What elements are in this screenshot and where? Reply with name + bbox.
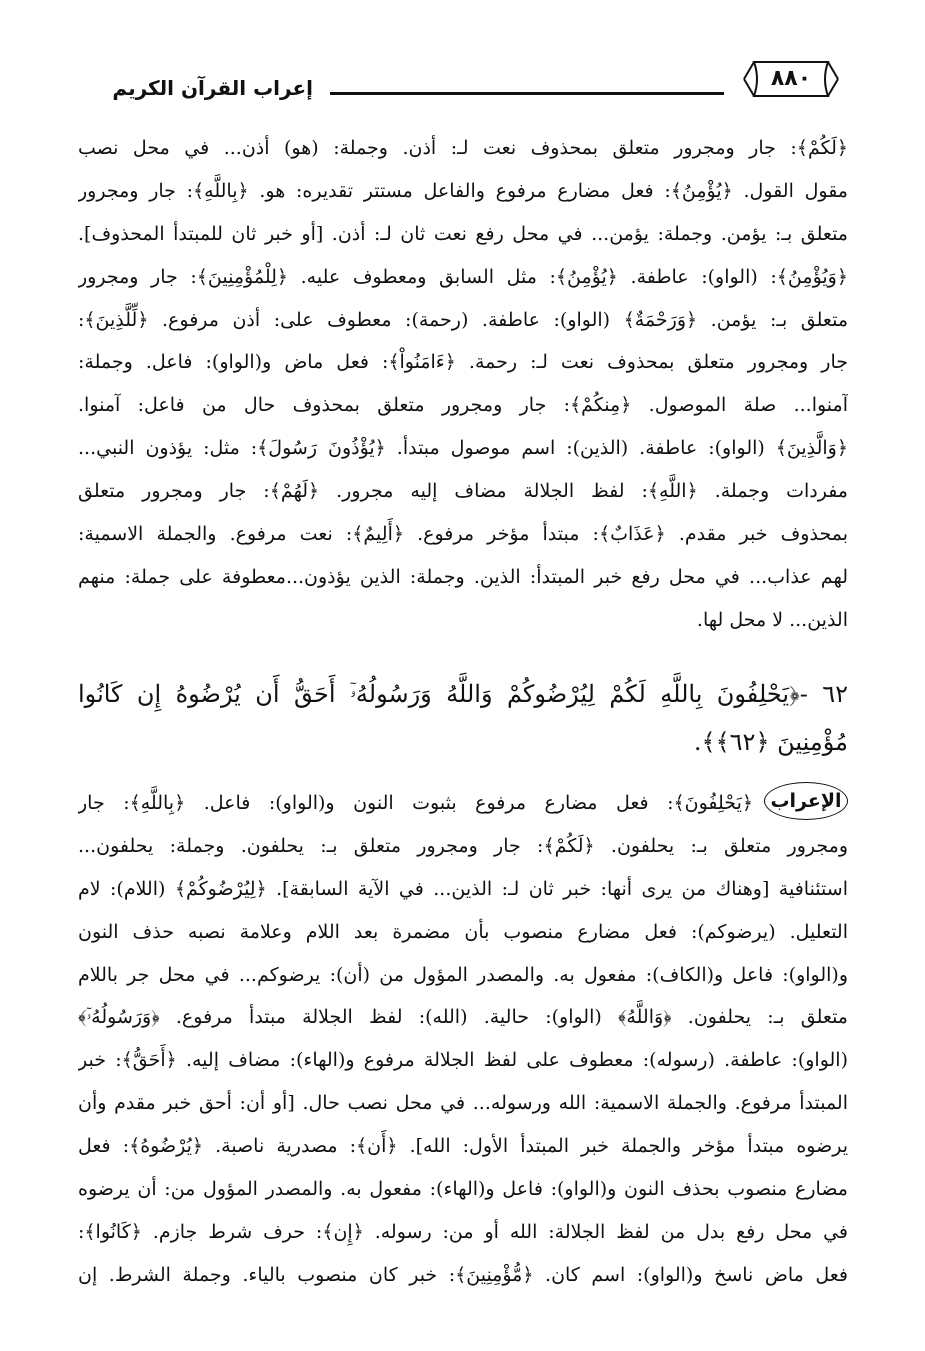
commentary-bottom <box>78 782 848 1297</box>
verse-line: مُؤْمِنِينَ ﴿٦٢﴾﴾. <box>693 728 848 756</box>
page-number-frame <box>742 58 840 100</box>
text-line: فعل ماض ناسخ و(الواو): اسم كان. ﴿مُّؤْمِنِينَ﴾: خبر كان منصوب بالياء. وجملة الشرط. إن <box>78 1263 848 1286</box>
verse-line: ٦٢ -﴿يَحْلِفُونَ بِاللَّهِ لَكُمْ لِيُرْضُوكُمْ وَاللَّهُ وَرَسُولُهُۥٓ أَحَقُّ أَن يُرْضُوهُ إِن كَانُوا <box>78 680 848 708</box>
text-line: متعلق بـ: يحلفون. ﴿وَاللَّهُ﴾ (الواو): حالية. (الله): لفظ الجلالة مبتدأ مرفوع. ﴿وَرَسُولُهُۥٓ﴾ <box>78 1006 848 1029</box>
text-line: ﴿وَالَّذِينَ﴾ (الواو): عاطفة. (الذين): اسم موصول مبتدأ. ﴿يُؤْذُونَ رَسُولَ﴾: مثل: يؤذون النبي... <box>78 437 848 460</box>
text-line: (الواو): عاطفة. (رسوله): معطوف على لفظ الجلالة مرفوع و(الهاء): مضاف إليه. ﴿أَحَقُّ﴾: خبر <box>78 1049 848 1072</box>
text-line: لهم عذاب... في محل رفع خبر المبتدأ: الذين. وجملة: الذين يؤذون...معطوفة على جملة: منهم <box>78 565 848 588</box>
text-line: التعليل. (يرضوكم): فعل مضارع منصوب بأن مضمرة بعد اللام وعلامة نصبه حذف النون <box>78 920 848 943</box>
text-line: و(الواو): فاعل و(الكاف): مفعول به. والمصدر المؤول من (أن): يرضوكم... في محل جر باللام <box>78 963 848 986</box>
text-line: يرضوه مبتدأ مؤخر والجملة خبر المبتدأ الأول: الله]. ﴿أَن﴾: مصدرية ناصبة. ﴿يُرْضُوهُ﴾: فعل <box>78 1135 848 1158</box>
commentary-top <box>78 127 848 642</box>
text-line: ﴿يَحْلِفُونَ﴾: فعل مضارع مرفوع بثبوت النون و(الواو): فاعل. ﴿بِاللَّهِ﴾: جار <box>78 792 753 814</box>
text-line: الذين... لا محل لها. <box>696 608 848 631</box>
text-line: جار ومجرور متعلق بمحذوف نعت لـ: رحمة. ﴿ءَامَنُواْ﴾: فعل ماض و(الواو): فاعل. وجملة: <box>78 351 848 374</box>
text-line: آمنوا... صلة الموصول. ﴿مِنكُمْ﴾: جار ومجرور متعلق بمحذوف حال من فاعل: آمنوا. <box>78 394 848 417</box>
irab-label: الإعراب <box>764 782 848 820</box>
text-line: متعلق بـ: يؤمن. وجملة: يؤمن... في محل رفع نعت ثان لـ: أذن. [أو خبر ثان للمبتدأ المحذوف]. <box>78 222 848 245</box>
header-rule <box>330 92 724 95</box>
text-line: استئنافية [وهناك من يرى أنها: خبر ثان لـ: الذين... في الآية السابقة]. ﴿لِيُرْضُوكُمْ﴾ (اللام): لام <box>78 877 848 900</box>
page-number: ٨٨٠ <box>770 66 812 91</box>
text-line: المبتدأ مرفوع. والجملة الاسمية: الله ورسوله... في محل نصب حال. [أو أن: أحق خبر مقدم وأن <box>78 1092 848 1115</box>
text-line: ومجرور متعلق بـ: يحلفون. ﴿لَكُمْ﴾: جار ومجرور متعلق بـ: يحلفون. وجملة: يحلفون... <box>78 834 848 857</box>
text-line: مضارع منصوب بحذف النون و(الواو): فاعل و(الهاء): مفعول به. والمصدر المؤول من: أن يرضوه <box>78 1178 848 1201</box>
quran-verse <box>78 670 848 766</box>
text-line: ﴿وَيُؤْمِنُ﴾: (الواو): عاطفة. ﴿يُؤْمِنُ﴾: مثل السابق ومعطوف عليه. ﴿لِلْمُؤْمِنِينَ﴾: جار ومجرور <box>78 265 848 288</box>
book-title: إعراب القرآن الكريم <box>112 76 313 100</box>
text-line: مقول القول. ﴿يُؤْمِنُ﴾: فعل مضارع مرفوع والفاعل مستتر تقديره: هو. ﴿بِاللَّهِ﴾: جار ومجرور <box>78 179 848 202</box>
text-line: ﴿لَكُمْ﴾: جار ومجرور متعلق بمحذوف نعت لـ: أذن. وجملة: (هو) أذن... في محل نصب <box>78 137 848 159</box>
text-line: مفردات وجملة. ﴿اللَّهِ﴾: لفظ الجلالة مضاف إليه مجرور. ﴿لَهُمْ﴾: جار ومجرور متعلق <box>78 480 848 503</box>
text-line: بمحذوف خبر مقدم. ﴿عَذَابٌ﴾: مبتدأ مؤخر مرفوع. ﴿أَلِيمٌ﴾: نعت مرفوع. والجملة الاسمية: <box>78 523 848 546</box>
text-line: متعلق بـ: يؤمن. ﴿وَرَحْمَةٌ﴾ (الواو): عاطفة. (رحمة): معطوف على: أذن مرفوع. ﴿لِّلَّذِينَ﴾: <box>78 308 848 331</box>
text-line: في محل رفع بدل من لفظ الجلالة: الله أو من: رسوله. ﴿إِن﴾: حرف شرط جازم. ﴿كَانُوا﴾: <box>78 1220 848 1243</box>
